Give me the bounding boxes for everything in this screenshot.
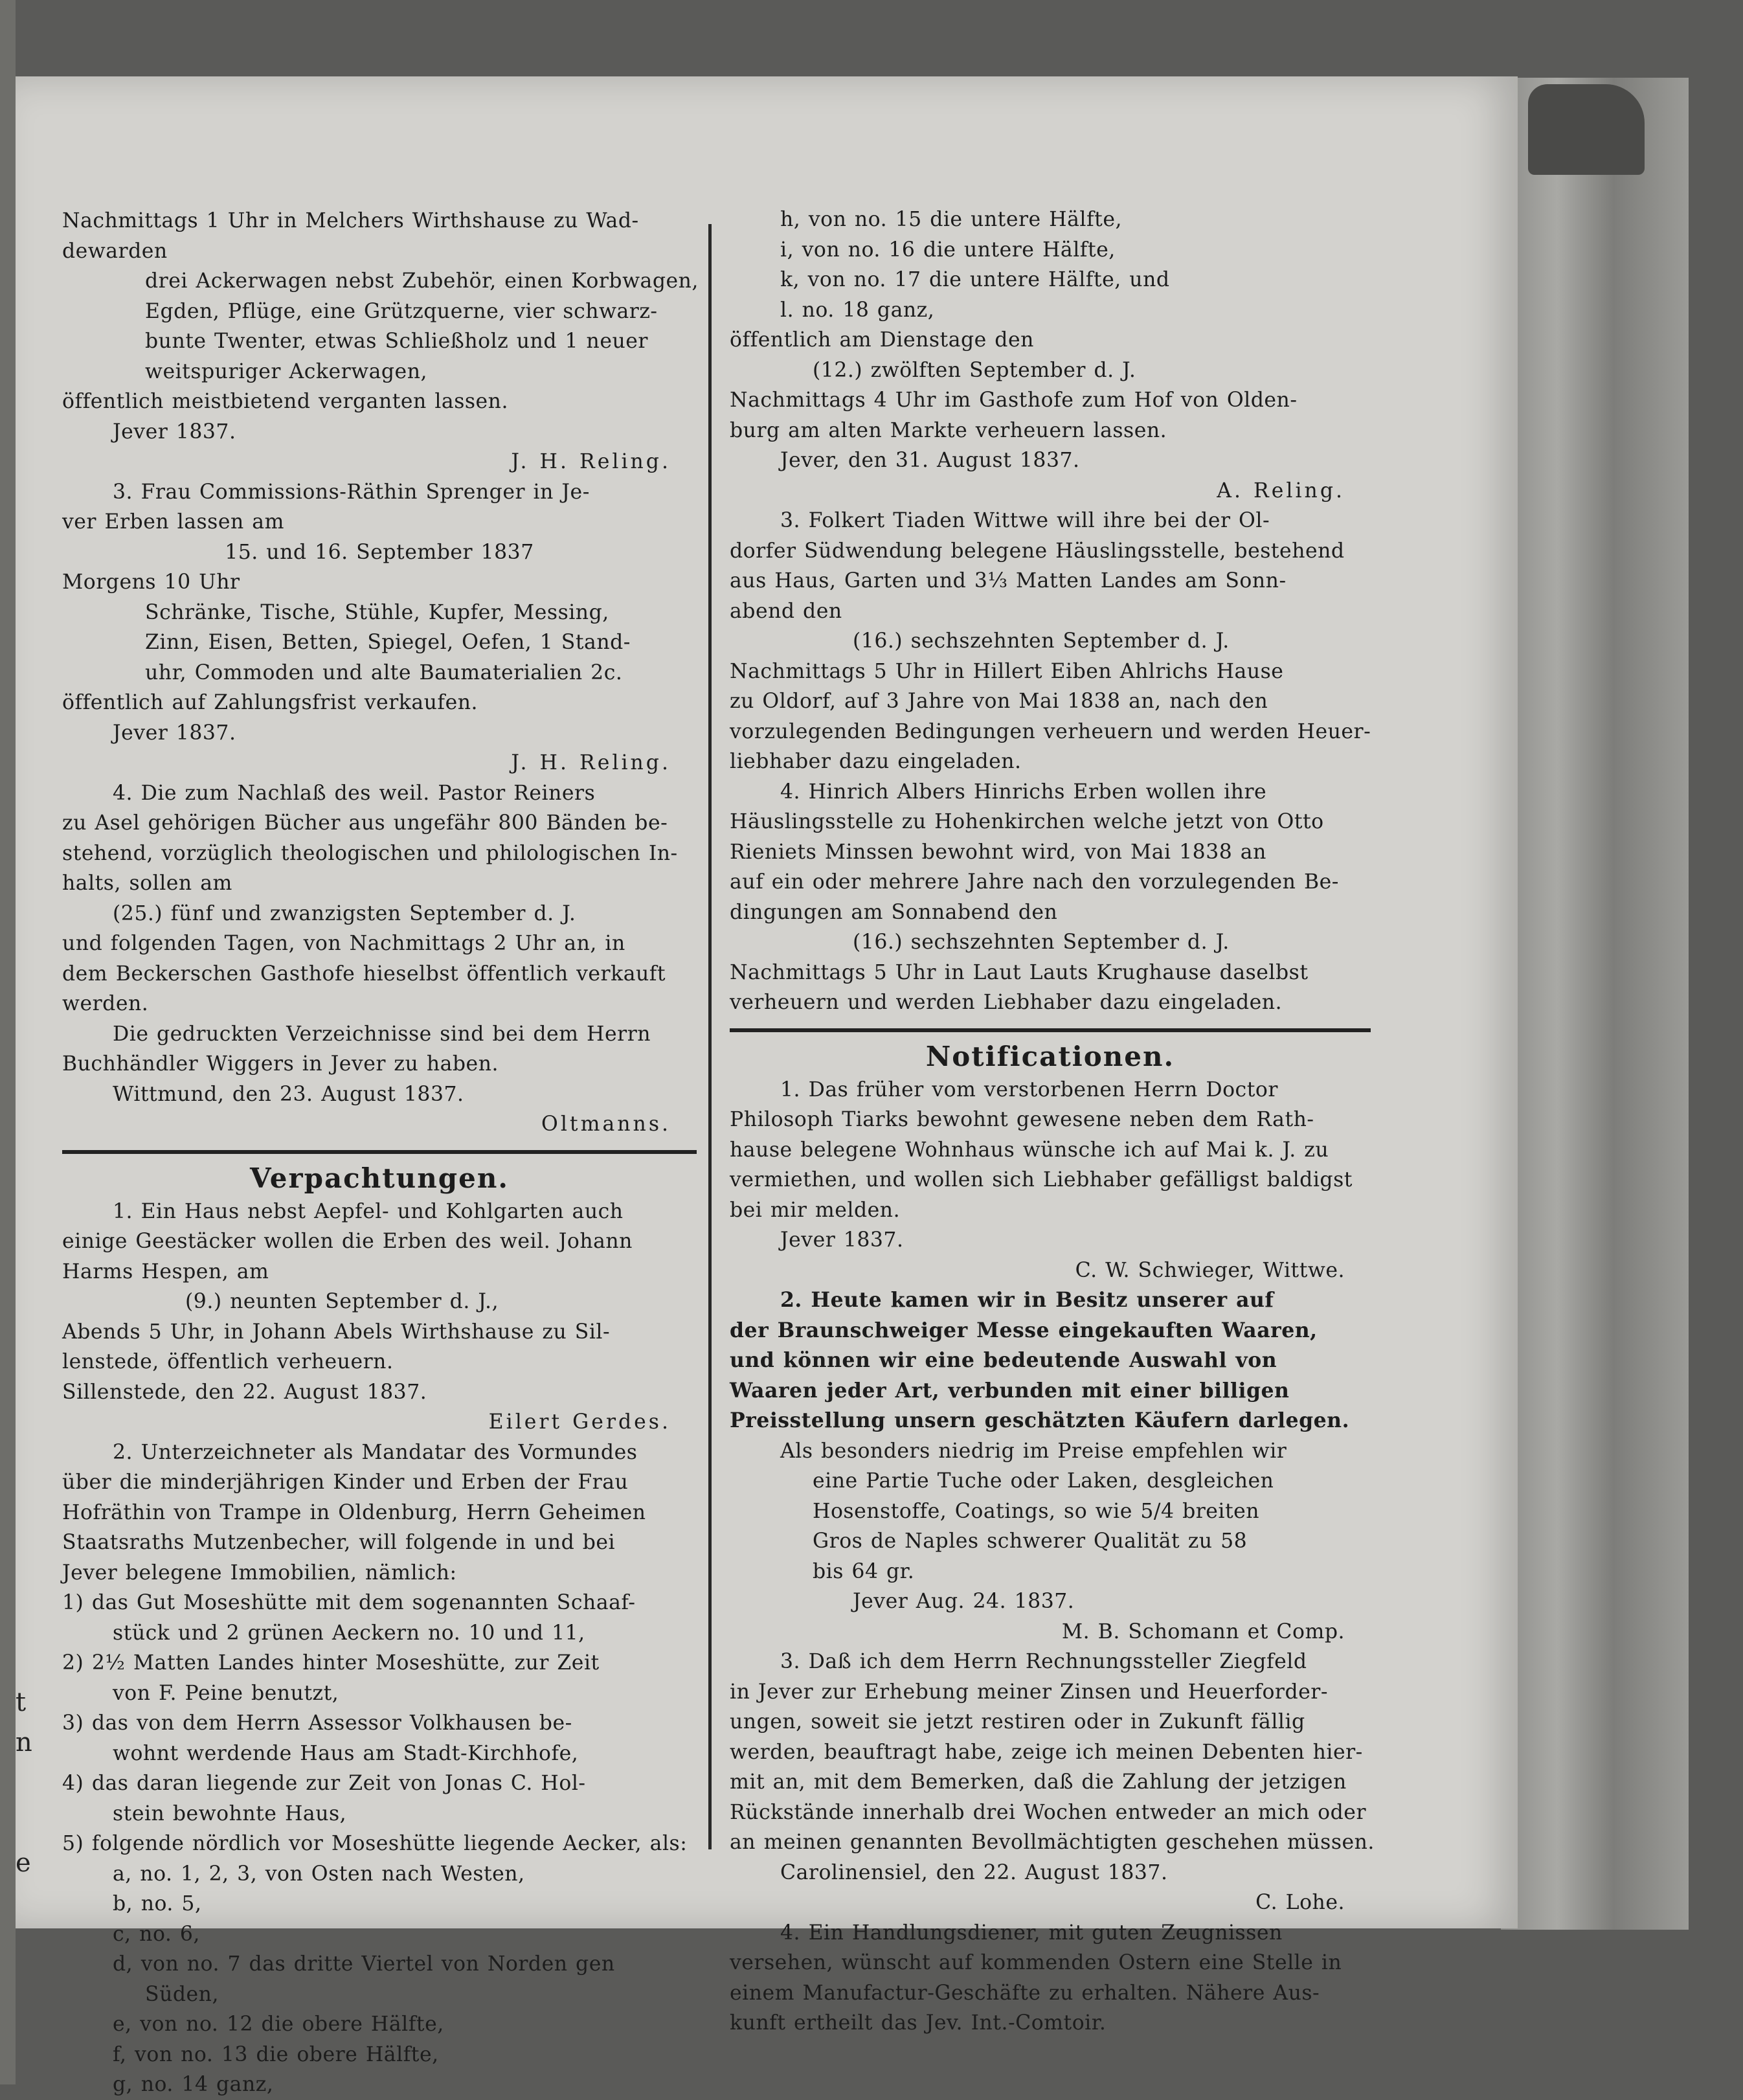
sub-list-item: k, von no. 17 die untere Hälfte, und	[780, 268, 1170, 291]
text-line: Morgens 10 Uhr	[62, 570, 240, 594]
signature: C. Lohe.	[1255, 1891, 1345, 1914]
book-page-edges	[1501, 78, 1689, 1930]
sub-list-item: e, von no. 12 die obere Hälfte,	[113, 2013, 444, 2036]
text-line: Philosoph Tiarks bewohnt gewesene neben dem Rath-	[730, 1108, 1314, 1131]
book-binding-band	[1528, 84, 1645, 175]
text-line: weitspuriger Ackerwagen,	[145, 359, 427, 383]
margin-char: n	[16, 1728, 32, 1757]
text-line: halts, sollen am	[62, 872, 232, 895]
text-line: öffentlich meistbietend verganten lassen.	[62, 390, 508, 413]
text-line: und folgenden Tagen, von Nachmittags 2 Uhr an, in	[62, 932, 625, 955]
list-item: 4) das daran liegende zur Zeit von Jonas C. Hol-	[62, 1772, 586, 1795]
text-line: Preisstellung unsern geschätzten Käufern darlegen.	[730, 1408, 1350, 1432]
text-line: bis 64 gr.	[813, 1559, 915, 1583]
text-line: lenstede, öffentlich verheuern.	[62, 1350, 394, 1373]
text-line: Nachmittags 4 Uhr im Gasthofe zum Hof von Olden-	[730, 389, 1298, 412]
text-line: öffentlich auf Zahlungsfrist verkaufen.	[62, 691, 478, 714]
text-line: stehend, vorzüglich theologischen und philologischen In-	[62, 841, 678, 865]
text-line: Nachmittags 5 Uhr in Hillert Eiben Ahlrichs Hause	[730, 659, 1284, 683]
text-line: wohnt werdende Haus am Stadt-Kirchhofe,	[113, 1741, 579, 1765]
notice-start: 3. Frau Commissions-Räthin Sprenger in Je-	[113, 480, 590, 504]
sub-list-item: b, no. 5,	[113, 1892, 202, 1915]
notice-start: 3. Daß ich dem Herrn Rechnungssteller Ziegfeld	[780, 1650, 1307, 1673]
text-line: Gros de Naples schwerer Qualität zu 58	[813, 1530, 1248, 1553]
text-line: abend den	[730, 599, 842, 623]
text-line: versehen, wünscht auf kommenden Ostern eine Stelle in	[730, 1951, 1342, 1974]
text-line: einige Geestäcker wollen die Erben des weil. Johann	[62, 1230, 633, 1253]
text-line: Jever belegene Immobilien, nämlich:	[62, 1561, 457, 1585]
text-line: eine Partie Tuche oder Laken, desgleichen	[813, 1469, 1274, 1493]
notice-start: 4. Hinrich Albers Hinrichs Erben wollen ihre	[780, 780, 1267, 804]
text-line: aus Haus, Garten und 3⅓ Matten Landes am Sonn-	[730, 569, 1287, 593]
text-line: Nachmittags 1 Uhr in Melchers Wirthshause zu Wad-	[62, 209, 639, 232]
text-line: Egden, Pflüge, eine Grützquerne, vier schwarz-	[145, 299, 658, 323]
margin-char: e	[16, 1848, 31, 1878]
text-line: Häuslingsstelle zu Hohenkirchen welche jetzt von Otto	[730, 810, 1324, 833]
date-emphasis: (25.) fünf und zwanzigsten September d. J.	[113, 901, 576, 925]
notice-start: 4. Ein Handlungsdiener, mit guten Zeugnissen	[780, 1921, 1283, 1945]
column-divider	[708, 224, 712, 1849]
signature: M. B. Schomann et Comp.	[1061, 1620, 1345, 1643]
text-line: dem Beckerschen Gasthofe hieselbst öffentlich verkauft	[62, 962, 666, 986]
dateline: Jever 1837.	[113, 420, 236, 444]
text-line: Als besonders niedrig im Preise empfehlen wir	[780, 1439, 1287, 1463]
notice-start: 1. Ein Haus nebst Aepfel- und Kohlgarten auch	[113, 1199, 624, 1223]
dateline: Sillenstede, den 22. August 1837.	[62, 1380, 427, 1404]
left-column	[62, 206, 697, 2100]
margin-char	[16, 1763, 31, 1803]
list-item: 2) 2½ Matten Landes hinter Moseshütte, zur Zeit	[62, 1651, 600, 1675]
text-line: ungen, soweit sie jetzt restiren oder in Zukunft fällig	[730, 1710, 1305, 1733]
text-line: liebhaber dazu eingeladen.	[730, 750, 1022, 773]
text-line: der Braunschweiger Messe eingekauften Waaren,	[730, 1318, 1318, 1342]
signature: J. H. Reling.	[511, 751, 671, 774]
notice-start: 3. Folkert Tiaden Wittwe will ihre bei der Ol-	[780, 509, 1270, 532]
signature: Oltmanns.	[541, 1112, 671, 1136]
text-line: zu Oldorf, auf 3 Jahre von Mai 1838 an, nach den	[730, 690, 1268, 713]
left-margin-fragment	[16, 1682, 31, 1883]
text-line: stück und 2 grünen Aeckern no. 10 und 11,	[113, 1621, 585, 1645]
sub-list-item: f, von no. 13 die obere Hälfte,	[113, 2042, 439, 2066]
text-line: Rückstände innerhalb drei Wochen entweder an mich oder	[730, 1800, 1367, 1824]
text-line: burg am alten Markte verheuern lassen.	[730, 418, 1167, 442]
text-line: stein bewohnte Haus,	[113, 1801, 347, 1825]
text-line: zu Asel gehörigen Bücher aus ungefähr 800 Bänden be-	[62, 811, 668, 835]
text-line: Schränke, Tische, Stühle, Kupfer, Messing,	[145, 600, 609, 624]
sub-list-item: g, no. 14 ganz,	[113, 2073, 274, 2096]
text-line: kunft ertheilt das Jev. Int.-Comtoir.	[730, 2011, 1107, 2035]
text-line: bunte Twenter, etwas Schließholz und 1 neuer	[145, 330, 648, 353]
dateline: Jever Aug. 24. 1837.	[853, 1590, 1075, 1613]
text-line: uhr, Commoden und alte Baumaterialien 2c.	[145, 660, 623, 684]
margin-char	[16, 1803, 31, 1843]
sub-list-item: l. no. 18 ganz,	[780, 298, 935, 322]
text-line: verheuern und werden Liebhaber dazu eingeladen.	[730, 991, 1283, 1014]
dateline: Jever 1837.	[780, 1228, 904, 1252]
text-line: Rieniets Minssen bewohnt wird, von Mai 1838 an	[730, 840, 1266, 864]
text-line: Buchhändler Wiggers in Jever zu haben.	[62, 1052, 499, 1076]
date-emphasis: (16.) sechszehnten September d. J.	[853, 629, 1230, 653]
text-line: über die minderjährigen Kinder und Erben der Frau	[62, 1471, 629, 1494]
date-emphasis: (12.) zwölften September d. J.	[813, 358, 1136, 382]
notice-start: 2. Heute kamen wir in Besitz unserer auf	[780, 1288, 1274, 1312]
section-rule	[730, 1028, 1371, 1032]
text-line: in Jever zur Erhebung meiner Zinsen und Heuerforder-	[730, 1680, 1328, 1704]
text-line: mit an, mit dem Bemerken, daß die Zahlung der jetzigen	[730, 1770, 1347, 1794]
notice-start: 2. Unterzeichneter als Mandatar des Vormundes	[113, 1440, 638, 1464]
dateline: Jever, den 31. August 1837.	[780, 449, 1080, 472]
newspaper-page	[16, 76, 1518, 2096]
dateline: Jever 1837.	[113, 721, 236, 745]
text-line: dewarden	[62, 239, 168, 263]
text-line: bei mir melden.	[730, 1198, 901, 1222]
sub-list-item: h, von no. 15 die untere Hälfte,	[780, 208, 1122, 231]
text-line: Süden,	[145, 1982, 219, 2006]
text-line: Hosenstoffe, Coatings, so wie 5/4 breiten	[813, 1499, 1260, 1523]
text-line: öffentlich am Dienstage den	[730, 328, 1034, 352]
text-line: dingungen am Sonnabend den	[730, 900, 1058, 924]
signature: A. Reling.	[1217, 479, 1345, 502]
text-line: ver Erben lassen am	[62, 510, 284, 534]
text-line: Hofräthin von Trampe in Oldenburg, Herrn Geheimen	[62, 1500, 646, 1524]
dateline: Wittmund, den 23. August 1837.	[113, 1082, 464, 1106]
margin-char: t	[16, 1688, 27, 1717]
text-line: Zinn, Eisen, Betten, Spiegel, Oefen, 1 Stand-	[145, 631, 631, 654]
text-line: drei Ackerwagen nebst Zubehör, einen Korbwagen,	[145, 269, 699, 293]
text-line: Nachmittags 5 Uhr in Laut Lauts Krughause daselbst	[730, 960, 1309, 984]
date-emphasis: 15. und 16. September 1837	[225, 540, 534, 564]
text-line: vermiethen, und wollen sich Liebhaber gefälligst baldigst	[730, 1168, 1353, 1191]
dateline: Carolinensiel, den 22. August 1837.	[780, 1860, 1168, 1884]
notice-start: 1. Das früher vom verstorbenen Herrn Doctor	[780, 1078, 1278, 1101]
section-heading-notificationen: Notificationen.	[925, 1040, 1175, 1072]
signature: Eilert Gerdes.	[488, 1410, 671, 1434]
text-line: Waaren jeder Art, verbunden mit einer billigen	[730, 1378, 1290, 1403]
text-line: Die gedruckten Verzeichnisse sind bei dem Herrn	[113, 1022, 651, 1046]
text-line: Abends 5 Uhr, in Johann Abels Wirthshause zu Sil-	[62, 1320, 611, 1344]
text-line: dorfer Südwendung belegene Häuslingsstelle, bestehend	[730, 539, 1345, 563]
sub-list-item: d, von no. 7 das dritte Viertel von Norden gen	[113, 1952, 615, 1976]
sub-list-item: c, no. 6,	[113, 1922, 200, 1946]
text-line: werden, beauftragt habe, zeige ich meinen Debenten hier-	[730, 1740, 1363, 1764]
text-line: Harms Hespen, am	[62, 1259, 269, 1283]
text-line: vorzulegenden Bedingungen verheuern und werden Heuer-	[730, 719, 1371, 743]
sub-list-item: i, von no. 16 die untere Hälfte,	[780, 238, 1116, 262]
section-heading-verpachtungen: Verpachtungen.	[250, 1162, 509, 1194]
book-left-edge	[0, 0, 16, 2084]
list-item: 1) das Gut Moseshütte mit dem sogenannten Schaaf-	[62, 1591, 636, 1614]
date-emphasis: (16.) sechszehnten September d. J.	[853, 931, 1230, 954]
right-column	[730, 205, 1375, 2038]
notice-start: 4. Die zum Nachlaß des weil. Pastor Reiners	[113, 781, 596, 805]
signature: C. W. Schwieger, Wittwe.	[1075, 1258, 1345, 1282]
text-line: an meinen genannten Bevollmächtigten geschehen müssen.	[730, 1831, 1375, 1854]
text-line: werden.	[62, 992, 149, 1015]
list-item: 5) folgende nördlich vor Moseshütte liegende Aecker, als:	[62, 1832, 688, 1855]
section-rule	[62, 1150, 697, 1154]
text-line: und können wir eine bedeutende Auswahl von	[730, 1348, 1277, 1372]
text-line: von F. Peine benutzt,	[113, 1681, 339, 1705]
signature: J. H. Reling.	[511, 450, 671, 473]
text-line: einem Manufactur-Geschäfte zu erhalten. Nähere Aus-	[730, 1981, 1320, 2005]
sub-list-item: a, no. 1, 2, 3, von Osten nach Westen,	[113, 1862, 525, 1886]
list-item: 3) das von dem Herrn Assessor Volkhausen be-	[62, 1711, 572, 1735]
date-emphasis: (9.) neunten September d. J.,	[185, 1290, 499, 1313]
text-line: Staatsraths Mutzenbecher, will folgende in und bei	[62, 1531, 616, 1554]
text-line: hause belegene Wohnhaus wünsche ich auf Mai k. J. zu	[730, 1138, 1329, 1162]
text-line: auf ein oder mehrere Jahre nach den vorzulegenden Be-	[730, 870, 1339, 894]
